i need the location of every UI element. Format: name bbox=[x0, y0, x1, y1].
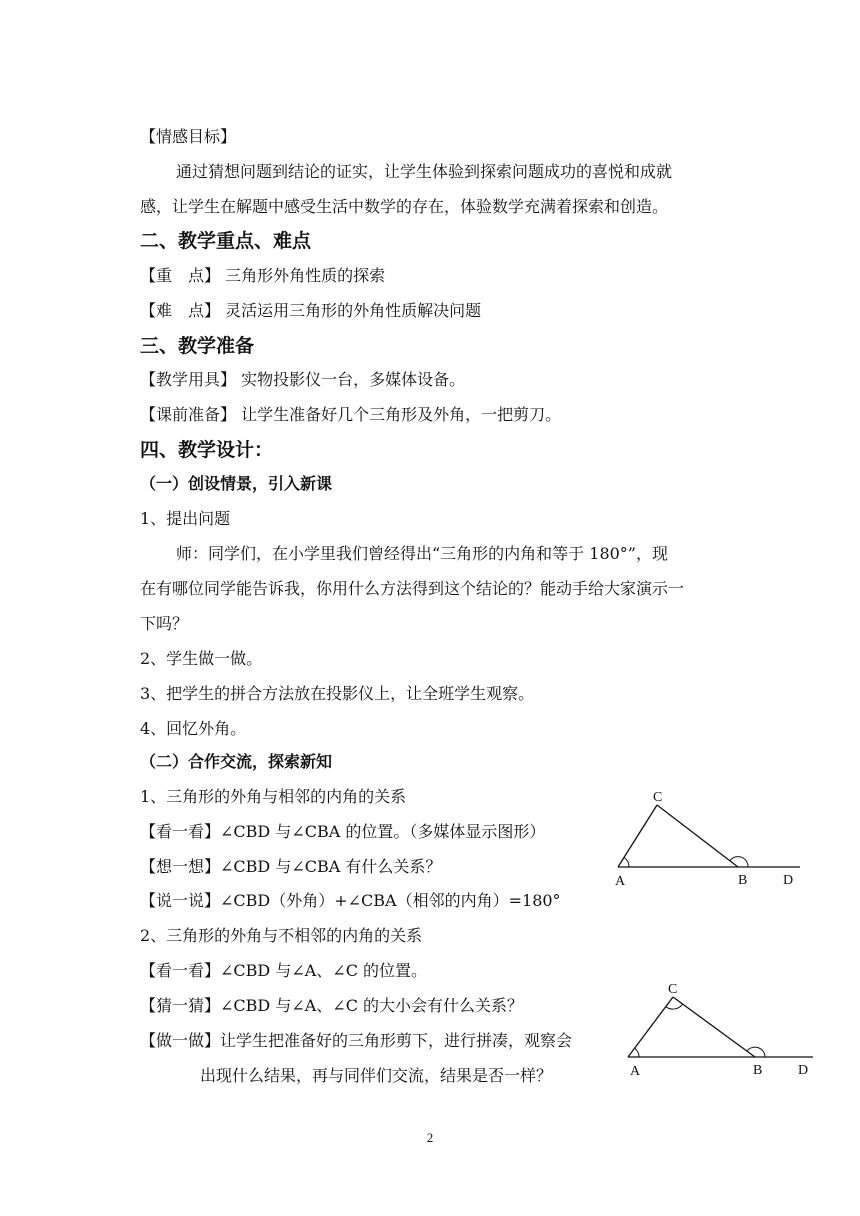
paragraph-line: 下吗？ bbox=[140, 614, 189, 633]
section-heading-2: 二、教学重点、难点 bbox=[140, 230, 312, 252]
page-number: 2 bbox=[426, 1130, 434, 1145]
angle-a-arc bbox=[635, 1048, 639, 1057]
triangle-figure-2-svg bbox=[615, 975, 825, 1085]
angle-c-arc bbox=[666, 1004, 683, 1009]
activity-line: 【想一想】∠CBD 与∠CBA 有什么关系？ bbox=[140, 857, 442, 876]
label-b: B bbox=[753, 1063, 763, 1078]
angle-a-arc bbox=[624, 858, 629, 868]
subsection-heading-1: （一）创设情景，引入新课 bbox=[140, 474, 333, 493]
activity-line: 出现什么结果，再与同伴们交流，结果是否一样？ bbox=[200, 1066, 553, 1085]
teaching-tools-line: 【教学用具】 实物投影仪一台，多媒体设备。 bbox=[140, 370, 466, 389]
paragraph-line: 在有哪位同学能告诉我，你用什么方法得到这个结论的？能动手给大家演示一 bbox=[140, 579, 685, 598]
activity-line: 【做一做】让学生把准备好的三角形剪下，进行拼凑，观察会 bbox=[140, 1031, 573, 1050]
side-ac bbox=[618, 805, 657, 867]
step-line: 1、三角形的外角与相邻的内角的关系 bbox=[140, 787, 407, 806]
section-heading-4: 四、教学设计： bbox=[140, 439, 274, 461]
label-c: C bbox=[653, 790, 663, 805]
activity-line: 【看一看】∠CBD 与∠CBA 的位置。（多媒体显示图形） bbox=[140, 822, 546, 841]
angle-cbd-arc bbox=[730, 857, 748, 867]
difficulty-line: 【难 点】 灵活运用三角形的外角性质解决问题 bbox=[140, 301, 482, 320]
key-point-line: 【重 点】 三角形外角性质的探索 bbox=[140, 266, 386, 285]
step-line: 4、回忆外角。 bbox=[140, 719, 247, 738]
step-line: 3、把学生的拼合方法放在投影仪上，让全班学生观察。 bbox=[140, 684, 535, 703]
subsection-heading-2: （二）合作交流，探索新知 bbox=[140, 752, 333, 771]
step-line: 2、学生做一做。 bbox=[140, 649, 263, 668]
activity-line: 【看一看】∠CBD 与∠A、∠C 的位置。 bbox=[140, 961, 428, 980]
paragraph-line: 感，让学生在解题中感受生活中数学的存在，体验数学充满着探索和创造。 bbox=[140, 197, 669, 216]
affective-goal-heading: 【情感目标】 bbox=[140, 127, 237, 146]
label-d: D bbox=[783, 873, 794, 888]
side-cb bbox=[657, 805, 738, 867]
side-cb bbox=[673, 997, 755, 1057]
paragraph-line: 师：同学们，在小学里我们曾经得出“三角形的内角和等于 180°”，现 bbox=[176, 544, 668, 563]
label-b: B bbox=[738, 873, 748, 888]
step-line: 1、提出问题 bbox=[140, 509, 231, 528]
label-a: A bbox=[615, 874, 626, 889]
label-c: C bbox=[668, 982, 678, 997]
label-d: D bbox=[798, 1063, 809, 1078]
activity-line: 【说一说】∠CBD（外角）+∠CBA（相邻的内角）=180° bbox=[140, 891, 561, 910]
triangle-figure-1 bbox=[605, 785, 815, 895]
section-heading-3: 三、教学准备 bbox=[140, 335, 255, 357]
triangle-figure-1-svg bbox=[605, 785, 815, 895]
triangle-figure-2 bbox=[615, 975, 825, 1085]
paragraph-line: 通过猜想问题到结论的证实，让学生体验到探索问题成功的喜悦和成就 bbox=[176, 162, 673, 181]
angle-cbd-arc bbox=[747, 1047, 765, 1057]
preparation-line: 【课前准备】 让学生准备好几个三角形及外角，一把剪刀。 bbox=[140, 405, 562, 424]
step-line: 2、三角形的外角与不相邻的内角的关系 bbox=[140, 926, 423, 945]
label-a: A bbox=[630, 1064, 641, 1079]
activity-line: 【猜一猜】∠CBD 与∠A、∠C 的大小会有什么关系？ bbox=[140, 996, 524, 1015]
